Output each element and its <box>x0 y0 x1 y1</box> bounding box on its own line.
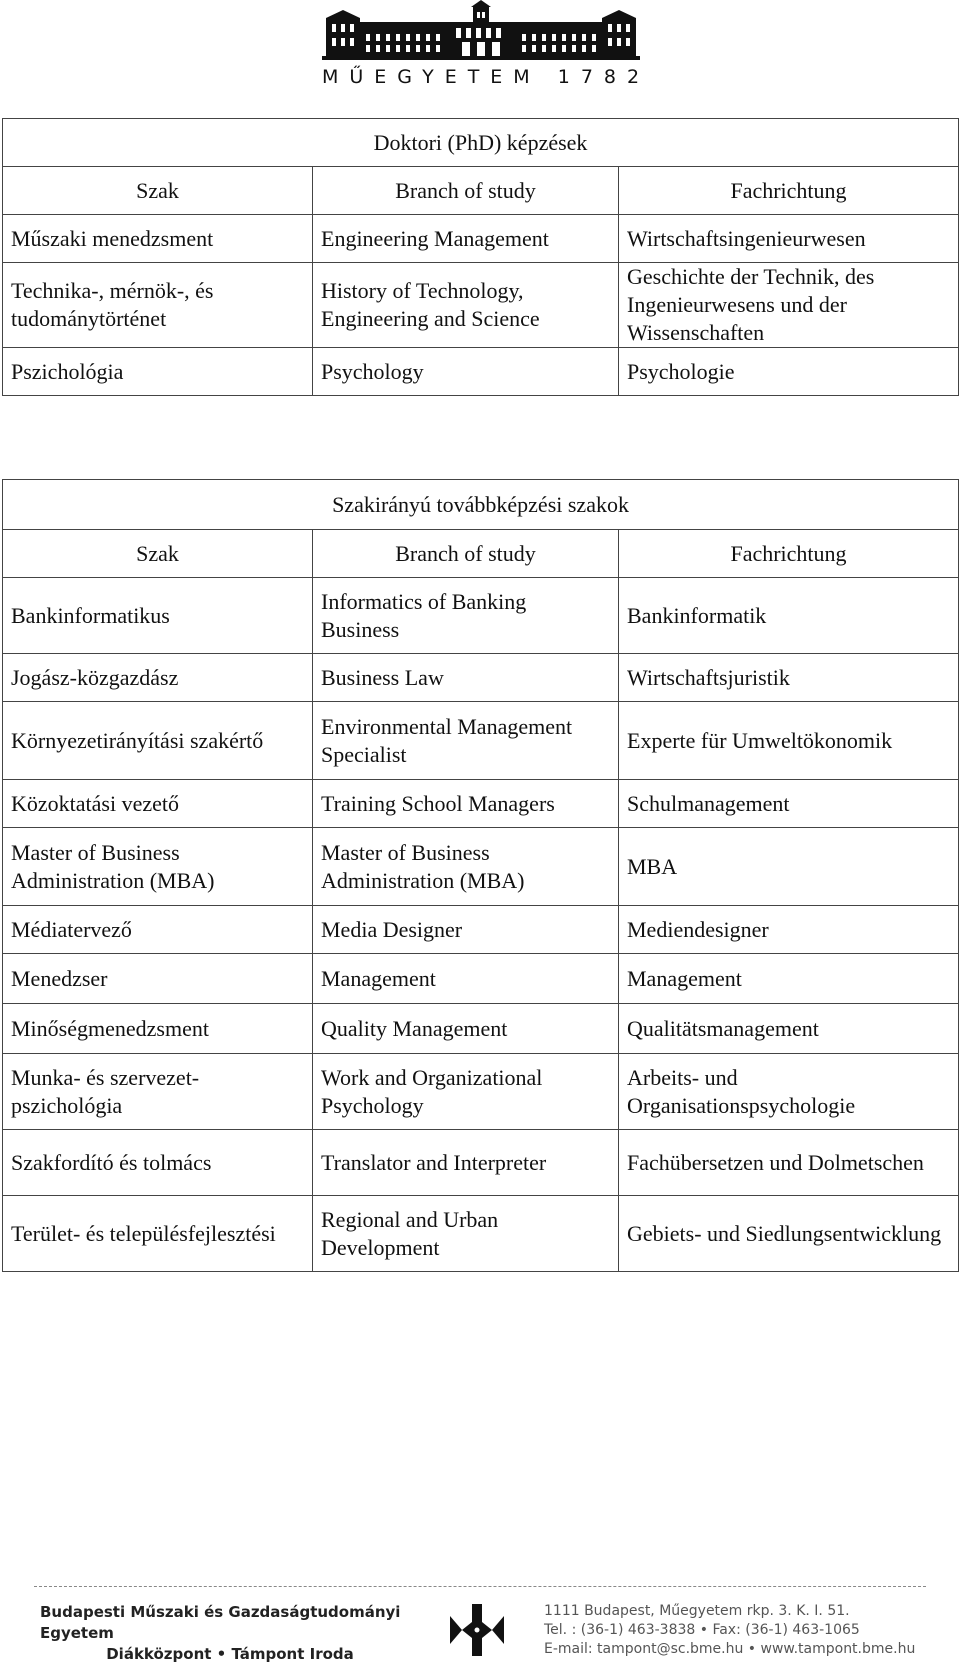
table-cell: Master of Business Administration (MBA) <box>3 828 313 906</box>
logo-wordmark: MŰEGYETEM 1782 <box>322 66 651 88</box>
table-cell: Munka- és szervezet-pszichológia <box>3 1054 313 1130</box>
table-cell: Környezetirányítási szakértő <box>3 702 313 780</box>
table-title: Doktori (PhD) képzések <box>3 119 959 167</box>
table-title-row <box>3 119 959 167</box>
table-title-row <box>3 480 959 530</box>
table-cell: Psychologie <box>619 348 959 396</box>
footer-divider <box>34 1586 926 1587</box>
building-icon <box>322 0 640 62</box>
table-cell: Wirtschaftsjuristik <box>619 654 959 702</box>
phd-programs-table <box>2 118 959 396</box>
table-cell: Fachübersetzen und Dolmetschen <box>619 1130 959 1196</box>
table-title: Szakirányú továbbképzési szakok <box>3 480 959 530</box>
table-cell: Pszichológia <box>3 348 313 396</box>
table-cell: Management <box>313 954 619 1004</box>
table-cell: Wirtschaftsingenieurwesen <box>619 215 959 263</box>
table-cell: Menedzser <box>3 954 313 1004</box>
table-cell: Regional and Urban Development <box>313 1196 619 1272</box>
footer-address: 1111 Budapest, Műegyetem rkp. 3. K. I. 51. <box>544 1603 850 1619</box>
table-row <box>3 1196 959 1272</box>
table-cell: Training School Managers <box>313 780 619 828</box>
table-cell: MBA <box>619 828 959 906</box>
table-cell: Közoktatási vezető <box>3 780 313 828</box>
footer-contact <box>544 1602 944 1659</box>
table-cell: Szakfordító és tolmács <box>3 1130 313 1196</box>
table-cell: Environmental Management Specialist <box>313 702 619 780</box>
footer-organization <box>40 1602 420 1665</box>
footer-org-unit: Diákközpont • Támpont Iroda <box>106 1645 354 1663</box>
table-cell: Quality Management <box>313 1004 619 1054</box>
tampont-logo-icon <box>446 1600 508 1660</box>
table-cell: Bankinformatik <box>619 578 959 654</box>
footer-org-name: Budapesti Műszaki és Gazdaságtudományi Egyetem <box>40 1603 401 1642</box>
table-row <box>3 1130 959 1196</box>
table-row <box>3 1054 959 1130</box>
table-row <box>3 215 959 263</box>
postgraduate-programs-table <box>2 479 959 1272</box>
table-cell: Műszaki menedzsment <box>3 215 313 263</box>
table-cell: Schulmanagement <box>619 780 959 828</box>
table-row <box>3 654 959 702</box>
table-cell: Arbeits- und Organisationspsychologie <box>619 1054 959 1130</box>
table-cell: Minőségmenedzsment <box>3 1004 313 1054</box>
table-row <box>3 906 959 954</box>
table-cell: Master of Business Administration (MBA) <box>313 828 619 906</box>
table-cell: Gebiets- und Siedlungsentwicklung <box>619 1196 959 1272</box>
table-cell: Technika-, mérnök-, és tudománytörténet <box>3 263 313 348</box>
table-cell: Psychology <box>313 348 619 396</box>
table-cell: History of Technology, Engineering and Science <box>313 263 619 348</box>
column-header: Szak <box>3 530 313 578</box>
table-row <box>3 780 959 828</box>
table-row <box>3 702 959 780</box>
table-cell: Business Law <box>313 654 619 702</box>
table-row <box>3 348 959 396</box>
table-cell: Médiatervező <box>3 906 313 954</box>
table-cell: Terület- és településfejlesztési <box>3 1196 313 1272</box>
column-header: Branch of study <box>313 167 619 215</box>
column-header: Fachrichtung <box>619 530 959 578</box>
table-cell: Informatics of Banking Business <box>313 578 619 654</box>
footer-phone: Tel. : (36-1) 463-3838 • Fax: (36-1) 463-1065 <box>544 1622 860 1638</box>
table-row <box>3 954 959 1004</box>
column-header: Fachrichtung <box>619 167 959 215</box>
table-cell: Bankinformatikus <box>3 578 313 654</box>
table-cell: Experte für Umweltökonomik <box>619 702 959 780</box>
table-row <box>3 828 959 906</box>
table-cell: Geschichte der Technik, des Ingenieurwesens und der Wissenschaften <box>619 263 959 348</box>
column-header: Szak <box>3 167 313 215</box>
table-cell: Qualitätsmanagement <box>619 1004 959 1054</box>
table-row <box>3 578 959 654</box>
table-cell: Engineering Management <box>313 215 619 263</box>
table-cell: Mediendesigner <box>619 906 959 954</box>
footer-email[interactable]: E-mail: tampont@sc.bme.hu • www.tampont.bme.hu <box>544 1641 916 1657</box>
table-row <box>3 263 959 348</box>
table-row <box>3 1004 959 1054</box>
table-cell: Translator and Interpreter <box>313 1130 619 1196</box>
table-header-row <box>3 167 959 215</box>
university-logo <box>322 0 651 92</box>
column-header: Branch of study <box>313 530 619 578</box>
table-header-row <box>3 530 959 578</box>
table-cell: Media Designer <box>313 906 619 954</box>
table-cell: Jogász-közgazdász <box>3 654 313 702</box>
table-cell: Management <box>619 954 959 1004</box>
table-cell: Work and Organizational Psychology <box>313 1054 619 1130</box>
